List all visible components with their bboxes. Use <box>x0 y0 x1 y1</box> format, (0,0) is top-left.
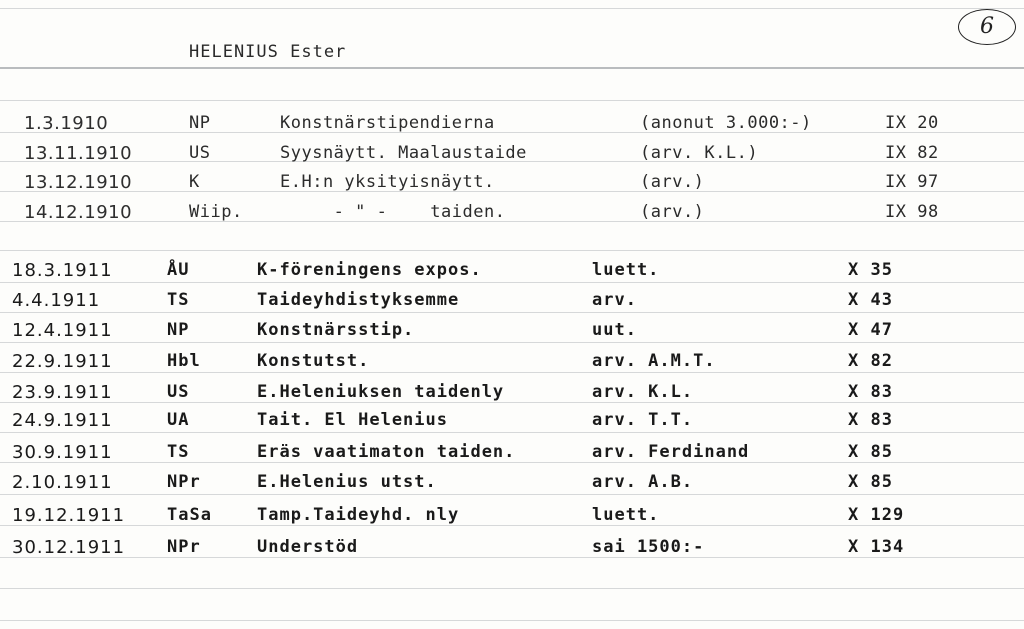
entry-source: US <box>167 382 190 402</box>
entry-ref: X 47 <box>848 320 893 340</box>
ruled-line <box>0 250 1024 251</box>
entry-source: Hbl <box>167 351 201 371</box>
header-rule <box>0 67 1024 69</box>
entry-source: TaSa <box>167 505 212 525</box>
entry-date: 23.9.1911 <box>12 382 113 403</box>
entry-date: 13.12.1910 <box>24 172 133 193</box>
entry-source: Wiip. <box>189 202 243 222</box>
entry-ref: X 85 <box>848 472 893 492</box>
entry-ref: IX 20 <box>885 113 939 133</box>
entry-row <box>0 202 1024 226</box>
entry-ref: X 85 <box>848 442 893 462</box>
entry-ref: X 83 <box>848 410 893 430</box>
entry-source: NP <box>167 320 190 340</box>
entry-note: arv. <box>592 290 637 310</box>
entry-title: - " - taiden. <box>280 202 506 222</box>
entry-note: arv. A.M.T. <box>592 351 716 371</box>
entry-source: NPr <box>167 472 201 492</box>
entry-row <box>0 442 1024 466</box>
entry-row <box>0 172 1024 196</box>
entry-title: Taideyhdistyksemme <box>257 290 460 310</box>
entry-row <box>0 290 1024 314</box>
entry-source: TS <box>167 442 190 462</box>
ruled-line <box>0 620 1024 621</box>
entry-title: E.Heleniuksen taidenly <box>257 382 505 402</box>
ruled-line <box>0 588 1024 589</box>
entry-date: 4.4.1911 <box>12 290 101 311</box>
entry-ref: X 134 <box>848 537 905 557</box>
entry-note: (arv. K.L.) <box>640 143 759 163</box>
page-number-circle: 6 <box>958 9 1016 45</box>
entry-note: arv. Ferdinand <box>592 442 750 462</box>
entry-date: 24.9.1911 <box>12 410 113 431</box>
entry-date: 14.12.1910 <box>24 202 133 223</box>
entry-note: sai 1500:- <box>592 537 705 557</box>
entry-row <box>0 143 1024 167</box>
entry-ref: X 83 <box>848 382 893 402</box>
entry-ref: X 43 <box>848 290 893 310</box>
entry-row <box>0 382 1024 406</box>
entry-ref: X 35 <box>848 260 893 280</box>
entry-title: Syysnäytt. Maalaustaide <box>280 143 527 163</box>
entry-date: 1.3.1910 <box>24 113 109 134</box>
entry-note: (anonut 3.000:-) <box>640 113 812 133</box>
entry-row <box>0 260 1024 284</box>
entry-date: 30.12.1911 <box>12 537 126 558</box>
entry-source: NP <box>189 113 211 133</box>
entry-title: E.Helenius utst. <box>257 472 437 492</box>
entry-title: Understöd <box>257 537 359 557</box>
card-name: HELENIUS Ester <box>189 42 347 62</box>
entry-ref: IX 98 <box>885 202 939 222</box>
entry-date: 19.12.1911 <box>12 505 126 526</box>
entry-row <box>0 320 1024 344</box>
entry-note: (arv.) <box>640 172 705 192</box>
entry-row <box>0 472 1024 496</box>
entry-row <box>0 351 1024 375</box>
entry-date: 2.10.1911 <box>12 472 113 493</box>
entry-note: uut. <box>592 320 637 340</box>
entry-ref: X 82 <box>848 351 893 371</box>
entry-source: UA <box>167 410 190 430</box>
entry-source: ÅU <box>167 260 190 280</box>
entry-source: TS <box>167 290 190 310</box>
entry-note: luett. <box>592 260 660 280</box>
entry-title: Tait. El Helenius <box>257 410 448 430</box>
entry-row <box>0 113 1024 137</box>
entry-title: K-föreningens expos. <box>257 260 482 280</box>
entry-row <box>0 410 1024 434</box>
entry-date: 12.4.1911 <box>12 320 113 341</box>
ruled-line <box>0 8 1024 9</box>
entry-ref: X 129 <box>848 505 905 525</box>
entry-note: luett. <box>592 505 660 525</box>
entry-title: Tamp.Taideyhd. nly <box>257 505 460 525</box>
entry-ref: IX 97 <box>885 172 939 192</box>
entry-row <box>0 537 1024 561</box>
entry-title: Konstutst. <box>257 351 370 371</box>
entry-note: arv. A.B. <box>592 472 694 492</box>
ruled-line <box>0 100 1024 101</box>
entry-title: Eräs vaatimaton taiden. <box>257 442 516 462</box>
entry-ref: IX 82 <box>885 143 939 163</box>
entry-title: Konstnärstipendierna <box>280 113 495 133</box>
entry-source: K <box>189 172 200 192</box>
entry-source: NPr <box>167 537 201 557</box>
entry-note: arv. T.T. <box>592 410 694 430</box>
entry-date: 13.11.1910 <box>24 143 133 164</box>
entry-title: Konstnärsstip. <box>257 320 415 340</box>
entry-date: 30.9.1911 <box>12 442 113 463</box>
entry-date: 18.3.1911 <box>12 260 113 281</box>
entry-source: US <box>189 143 211 163</box>
entry-row <box>0 505 1024 529</box>
entry-date: 22.9.1911 <box>12 351 113 372</box>
entry-note: (arv.) <box>640 202 705 222</box>
entry-title: E.H:n yksityisnäytt. <box>280 172 495 192</box>
entry-note: arv. K.L. <box>592 382 694 402</box>
